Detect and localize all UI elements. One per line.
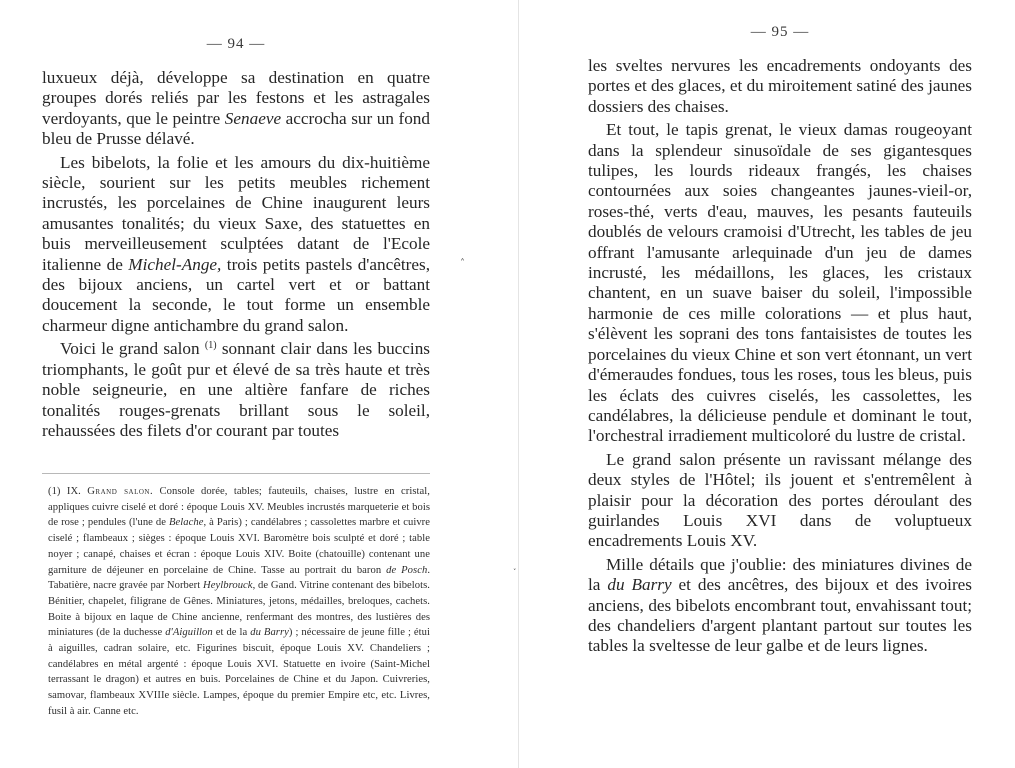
scan-mark-left: ˄ — [460, 258, 465, 269]
footnote-heading: Grand salon. — [87, 486, 154, 497]
footnote-rule — [42, 473, 430, 474]
left-page — [42, 0, 430, 768]
scan-mark-gutter: ˯ — [513, 560, 517, 571]
footnote-reference: (1) — [204, 340, 217, 352]
left-paragraph-2: Les bibelots, la folie et les amours du dix-huitième siècle, sourient sur les petits meubles richement incrustés, les porcelaines de Chine inaugurent leurs amusantes tonalités; du vieux Saxe, des statuettes en buis merveilleusement sculptées datant de l'Ecole italienne de Michel-Ange, trois petits pastels d'ancêtres, des bijoux anciens, un cartel vert et or battant doucement la seconde, le tout forme un ensemble charmeur digne antichambre du grand salon. — [42, 152, 430, 335]
du-barry-name: du Barry — [607, 575, 672, 595]
page-number-left: — 94 — — [206, 36, 266, 52]
right-page — [588, 0, 972, 768]
right-paragraph-3: Le grand salon présente un ravissant mélange des deux styles de l'Hôtel; ils jouent et s'entremêlent à plaisir pour la décoration des portes déroulant des guirlandes Louis XVI dans de voluptueux encadrements Louis XV. — [588, 449, 972, 551]
left-paragraph-3: Voici le grand salon $^{(1)}$ sonnant clair dans les buccins triomphants, le goût pur et élevé de sa très haute et très noble seigneurie, en une altière fanfare de riches tonalités rouges-grenats brillant sous le soleil, rehaussées des filets d'or courant par toutes — [42, 339, 430, 440]
footnote: (1) IX. Grand salon. Console dorée, tables; fauteuils, chaises, lustre en cristal, appliques cuivre ciselé et doré : époque Louis XV. Meubles incrustés marqueterie et bois de rose ; pendules (l'une de Belache, à Paris) ; candélabres ; cassolettes marbre et cuivre ciselé ; flambeaux ; sièges : époque Louis XVI. Baromètre bois sculpté et doré ; table noyer ; canapé, chaises et écran : époque Louis XIV. Boite (chatouille) contenant une garniture de déjeuner en porcelaine de Chine. Tasse au portrait du baron de Posch. Tabatière, nacre gravée par Norbert Heylbrouck, de Gand. Vitrine contenant des bibelots. Bénitier, chapelet, filigrane de Gênes. Miniatures, jetons, médailles, breloques, cachets. Boite à bijoux en laque de Chine ancienne, renfermant des montres, des lustières des miniatures (de la duchesse d'Aiguillon et de la du Barry) ; nécessaire de jeune fille ; étui à aiguilles, cadran solaire, etc. Figurines biscuit, époque Louis XV. Chandeliers ; candélabres en métal argenté : époque Louis XVI. Statuette en ivoire (Saint-Michel terrassant le dragon) et autres en buis. Porcelaines de Chine et du Japon. Cuivreries, samovar, flambeaux XVIIIe siècle. Lampes, époque du premier Empire etc, etc. Livres, fusil à air. Canne etc. — [48, 486, 431, 717]
right-body-text — [588, 56, 972, 657]
gutter-fold — [518, 0, 519, 768]
left-body-text — [42, 68, 430, 441]
right-paragraph-1: les sveltes nervures les encadrements ondoyants des portes et des glaces, et du miroitement satiné des jaunes dossiers des chaises. — [588, 56, 972, 116]
right-paragraph-2: Et tout, le tapis grenat, le vieux damas rougeoyant dans la splendeur sinusoïdale de ses gigantesques tulipes, les lourds rideaux frangés, les chaises contournées aux soies changeantes jaunes-vieil-or, roses-thé, verts d'eau, mauves, les pesants fauteuils doublés de velours cramoisi d'Utrecht, les tables de jeu offrant l'amusante arlequinade d'un jeu de dames incrusté, les médaillons, les glaces, les cristaux chantent, en un suave baiser du soleil, l'impossible harmonie de ces mille colorations — et plus haut, s'élèvent les soprani des tons fantaisistes de toutes les porcelaines du vieux Chine et son vert étonnant, un vert d'émeraudes fondues, tous les roses, tous les bleus, puis les éclats des cuivres ciselés, les cassolettes, les candélabres, la délicieuse pendule et dominant le tout, l'orchestral irradiement multicoloré du lustre de cristal. — [588, 120, 972, 446]
artist-name: Michel-Ange, — [128, 254, 222, 274]
right-paragraph-4: Mille détails que j'oublie: des miniatures divines de la du Barry et des ancêtres, des bijoux et des ivoires anciens, des bibelots encombrant tout, envahissant tout; des chandeliers d'argent plantant partout sur toutes les tables la sveltesse de leur galbe et de leurs lignes. — [588, 554, 972, 656]
page-number-right: — 95 — — [750, 24, 810, 40]
left-paragraph-1: luxueux déjà, développe sa destination en quatre groupes dorés reliés par les festons et les astragales verdoyants, que le peintre Senaeve accrocha sur un fond bleu de Prusse délavé. — [42, 68, 430, 149]
painter-name: Senaeve — [224, 108, 282, 128]
